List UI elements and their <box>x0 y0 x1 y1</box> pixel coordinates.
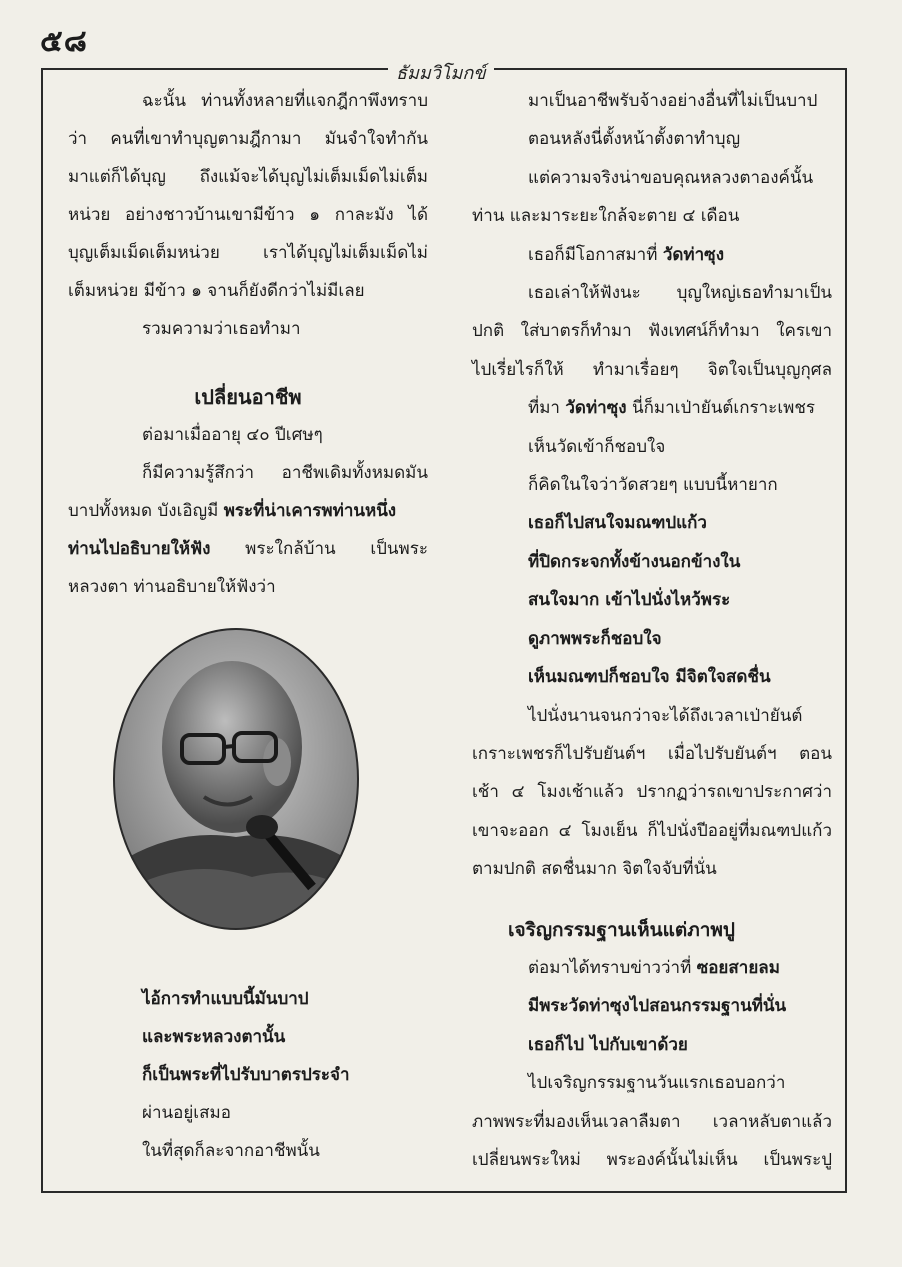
left-line-14: ไอ้การทำแบบนี้มันบาป <box>142 989 309 1009</box>
right-line-24: มีพระวัดท่าซุงไปสอนกรรมฐานที่นั่น <box>528 996 787 1017</box>
right-line-23-emphasis: ซอยสายลม <box>696 957 780 978</box>
left-line-16: ก็เป็นพระที่ไปรับบาตรประจำ <box>142 1065 350 1085</box>
left-line-12-text: พระใกล้บ้าน เป็นพระ <box>245 539 429 559</box>
right-line-5-text: เธอก็มีโอกาสมาที่ <box>528 244 658 265</box>
right-line-26: ไปเจริญกรรมฐานวันแรกเธอบอกว่า <box>528 1073 786 1094</box>
left-line-12 <box>68 530 428 568</box>
right-line-20: เขาจะออก ๔ โมงเย็น ก็ไปนั่งปีออยู่ที่มณฑปแก้ว <box>472 820 832 841</box>
left-line-15: และพระหลวงตานั้น <box>142 1027 286 1047</box>
left-line-17: ผ่านอยู่เสมอ <box>142 1103 231 1123</box>
right-line-15: ดูภาพพระก็ชอบใจ <box>528 628 662 649</box>
left-line-1: ฉะนั้น ท่านทั้งหลายที่แจกฎีกาพึงทราบ <box>142 91 428 111</box>
left-line-5: บุญเต็มเม็ดเต็มหน่วย เราได้บุญไม่เต็มเม็ดไม่ <box>68 243 428 263</box>
right-line-9 <box>472 389 832 427</box>
left-line-3: มาแต่ก็ได้บุญ ถึงแม้จะได้บุญไม่เต็มเม็ดไม่เต็ม <box>68 167 428 187</box>
page-number: ๕๘ <box>40 24 88 59</box>
left-line-10: ก็มีความรู้สึกว่า อาชีพเดิมทั้งหมดมัน <box>142 463 428 483</box>
right-line-25: เธอก็ไป ไปกับเขาด้วย <box>528 1034 688 1055</box>
left-line-2: ว่า คนที่เขาทำบุญตามฎีกามา มันจำใจทำกัน <box>68 129 428 149</box>
left-line-18: ในที่สุดก็ละจากอาชีพนั้น <box>142 1141 320 1161</box>
left-line-11 <box>68 492 428 530</box>
right-line-3: แต่ความจริงน่าขอบคุณหลวงตาองค์นั้น <box>528 167 814 188</box>
left-line-9: ต่อมาเมื่ออายุ ๔๐ ปีเศษๆ <box>142 425 323 445</box>
right-line-28: เปลี่ยนพระใหม่ พระองค์นั้นไม่เห็น เป็นพระปู <box>472 1149 832 1170</box>
left-line-6: เต็มหน่วย มีข้าว ๑ จานก็ยังดีกว่าไม่มีเลย <box>68 281 365 301</box>
right-line-18: เกราะเพชรก็ไปรับยันต์ฯ เมื่อไปรับยันต์ฯ ตอน <box>472 743 832 764</box>
right-line-13: ที่ปิดกระจกทั้งข้างนอกข้างใน <box>528 551 741 572</box>
right-line-23-text: ต่อมาได้ทราบข่าวว่าที่ <box>528 957 692 978</box>
left-line-11-emphasis: พระที่น่าเคารพท่านหนึ่ง <box>223 501 397 521</box>
right-line-4: ท่าน และมาระยะใกล้จะตาย ๔ เดือน <box>472 206 740 227</box>
left-line-12-emphasis: ท่านไปอธิบายให้ฟัง <box>68 539 211 559</box>
left-line-11-text: บาปทั้งหมด บังเอิญมี <box>68 501 219 521</box>
right-line-7: ปกติ ใส่บาตรก็ทำมา ฟังเทศน์ก็ทำมา ใครเขา <box>472 321 832 342</box>
right-line-17: ไปนั่งนานจนกว่าจะได้ถึงเวลาเป่ายันต์ <box>528 705 803 726</box>
left-column <box>68 82 428 606</box>
right-line-14: สนใจมาก เข้าไปนั่งไหว้พระ <box>528 590 731 611</box>
left-line-7: รวมความว่าเธอทำมา <box>142 319 301 339</box>
right-line-5 <box>472 236 832 274</box>
right-line-16: เห็นมณฑปก็ชอบใจ มีจิตใจสดชื่น <box>528 667 771 688</box>
left-line-4: หน่วย อย่างชาวบ้านเขามีข้าว ๑ กาละมัง ได้ <box>68 205 428 225</box>
section-heading-career-change: เปลี่ยนอาชีพ <box>194 385 302 409</box>
right-column <box>472 82 832 1179</box>
right-line-1: มาเป็นอาชีพรับจ้างอย่างอื่นที่ไม่เป็นบาป <box>528 91 818 111</box>
right-line-2: ตอนหลังนี่ตั้งหน้าตั้งตาทำบุญ <box>528 129 741 150</box>
right-line-12: เธอก็ไปสนใจมณฑปแก้ว <box>528 513 707 534</box>
right-line-27: ภาพพระที่มองเห็นเวลาลืมตา เวลาหลับตาแล้ว <box>472 1111 832 1132</box>
right-line-21: ตามปกติ สดชื่นมาก จิตใจจับที่นั่น <box>472 859 717 880</box>
right-line-9-text: ที่มา <box>528 398 560 419</box>
right-line-9-emphasis: วัดท่าซุง <box>565 398 627 419</box>
running-head: ธัมมวิโมกข์ <box>388 58 494 87</box>
right-line-19: เช้า ๔ โมงเช้าแล้ว ปรากฏว่ารถเขาประกาศว่า <box>472 782 832 803</box>
right-line-6: เธอเล่าให้ฟังนะ บุญใหญ่เธอทำมาเป็น <box>528 283 832 304</box>
section-heading-meditation: เจริญกรรมฐานเห็นแต่ภาพปู <box>508 918 735 941</box>
left-column-continued <box>68 980 428 1170</box>
right-line-9-rest: นี่ก็มาเป่ายันต์เกราะเพชร <box>631 398 816 419</box>
right-line-10: เห็นวัดเข้าก็ชอบใจ <box>528 436 666 457</box>
left-line-13: หลวงตา ท่านอธิบายให้ฟังว่า <box>68 577 276 597</box>
right-line-5-emphasis: วัดท่าซุง <box>662 244 725 265</box>
monk-portrait-photo <box>112 627 360 931</box>
right-line-11: ก็คิดในใจว่าวัดสวยๆ แบบนี้หายาก <box>528 475 778 496</box>
right-line-8: ไปเรี่ยไรก็ให้ ทำมาเรื่อยๆ จิตใจเป็นบุญกุศล <box>472 359 832 380</box>
right-line-23 <box>472 949 832 987</box>
